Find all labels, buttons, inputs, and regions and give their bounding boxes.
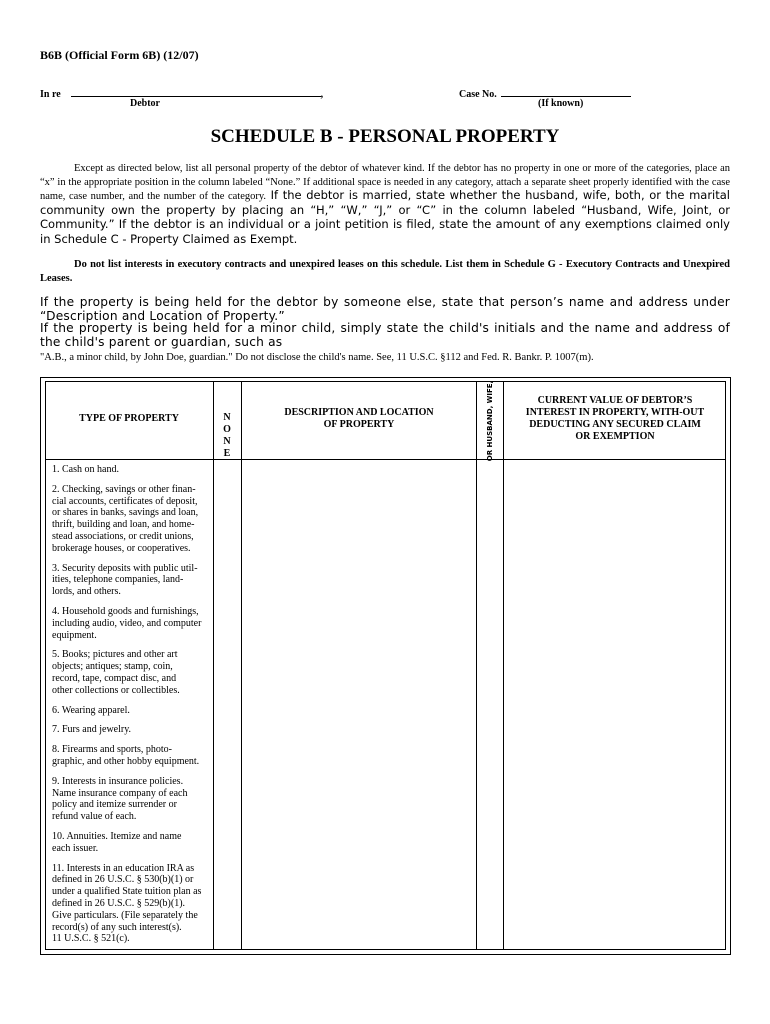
case-number-field[interactable]: [501, 86, 631, 97]
list-item: 3. Security deposits with public util- ities, telephone companies, land- lords, and others.: [52, 562, 198, 598]
col-divider: [241, 381, 242, 950]
list-item: 5. Books; pictures and other art objects; antiques; stamp, coin, record, tape, compact disc, and other collections or collectibles.: [52, 649, 180, 696]
in-re-row: In re ,: [40, 86, 323, 100]
col-header-husband-wife-text: OR HUSBAND, WIFE,: [486, 380, 494, 462]
list-item: 8. Firearms and sports, photo- graphic, and other hobby equipment.: [52, 744, 200, 767]
form-id: B6B (Official Form 6B) (12/07): [40, 48, 199, 62]
case-no-label: Case No.: [459, 89, 497, 100]
list-item: 6. Wearing apparel.: [52, 704, 130, 716]
col-divider: [213, 381, 214, 950]
instructions-p1-sans: If the debtor is married, state whether the husband, wife, both, or the marital community own the property by placing an “H,” “W,” “J,” or “C” in the column labeled “Husband, Wife, Joint, or Community.” If the debtor is an individual or a joint petition is filed, state the amount of any exemptions claimed only in Schedule C - Property Claimed as Exempt.: [40, 188, 731, 246]
col-divider: [476, 381, 477, 950]
list-item: 7. Furs and jewelry.: [52, 724, 132, 736]
instructions-paragraph-2: [40, 258, 730, 285]
col-header-husband-wife: [477, 380, 503, 462]
instructions-paragraph-3: If the property is being held for the debtor by someone else, state that person’s name and address under “Description and Location of Property.”: [40, 295, 730, 323]
debtor-label: Debtor: [130, 98, 160, 109]
in-re-label: In re: [40, 89, 61, 100]
instructions-p2-text: Do not list interests in executory contracts and unexpired leases on this schedule. List them in Schedule G - Executory Contracts and Unexpired Leases.: [40, 259, 730, 284]
header-divider: [45, 459, 726, 460]
list-item: 2. Checking, savings or other finan- cial accounts, certificates of deposit, or shares in banks, savings and loan, thrift, building and loan, and home- stead associations, or credit unions, brokerage houses, or cooperatives.: [52, 483, 199, 554]
instructions-paragraph-5: "A.B., a minor child, by John Doe, guardian." Do not disclose the child's name. See, 11 U.S.C. §112 and Fed. R. Bankr. P. 1007(m).: [40, 352, 594, 363]
instructions-paragraph-1: [40, 162, 730, 247]
col-header-current-value: CURRENT VALUE OF DEBTOR’S INTEREST IN PROPERTY, WITH-OUT DEDUCTING ANY SECURED CLAIM OR EXEMPTION: [525, 395, 705, 442]
property-type-list: [52, 464, 210, 953]
list-item: 1. Cash on hand.: [52, 464, 119, 475]
col-header-type: TYPE OF PROPERTY: [79, 413, 179, 424]
list-item: 10. Annuities. Itemize and name each issuer.: [52, 830, 182, 854]
page-title: SCHEDULE B - PERSONAL PROPERTY: [210, 126, 560, 147]
col-divider: [503, 381, 504, 950]
debtor-name-field[interactable]: [71, 86, 321, 97]
instructions-p1-serif: Except as directed below, list all personal property of the debtor of whatever kind. If the debtor has no property in one or more of the categories, place an “x” in the appropriate position in the column labeled “None.” If additional space is needed in any category, attach a separate sheet properly identified with the case name, case number, and the number of the category.: [40, 163, 730, 202]
list-item: 11. Interests in an education IRA as defined in 26 U.S.C. § 530(b)(1) or under a qualified State tuition plan as defined in 26 U.S.C. § 529(b)(1). Give particulars. (File separately the record(s) of any such interest(s). 11 U.S.C. § 521(c).: [52, 862, 202, 945]
instructions-paragraph-4: If the property is being held for a minor child, simply state the child's initials and the name and address of the child's parent or guardian, such as: [40, 321, 730, 349]
if-known-label: (If known): [538, 98, 584, 109]
list-item: 9. Interests in insurance policies. Name insurance company of each policy and itemize surrender or refund value of each.: [52, 775, 188, 823]
col-header-none: N O N E: [223, 412, 231, 459]
col-header-description: DESCRIPTION AND LOCATION OF PROPERTY: [284, 407, 434, 430]
list-item: 4. Household goods and furnishings, including audio, video, and computer equipment.: [52, 605, 202, 641]
